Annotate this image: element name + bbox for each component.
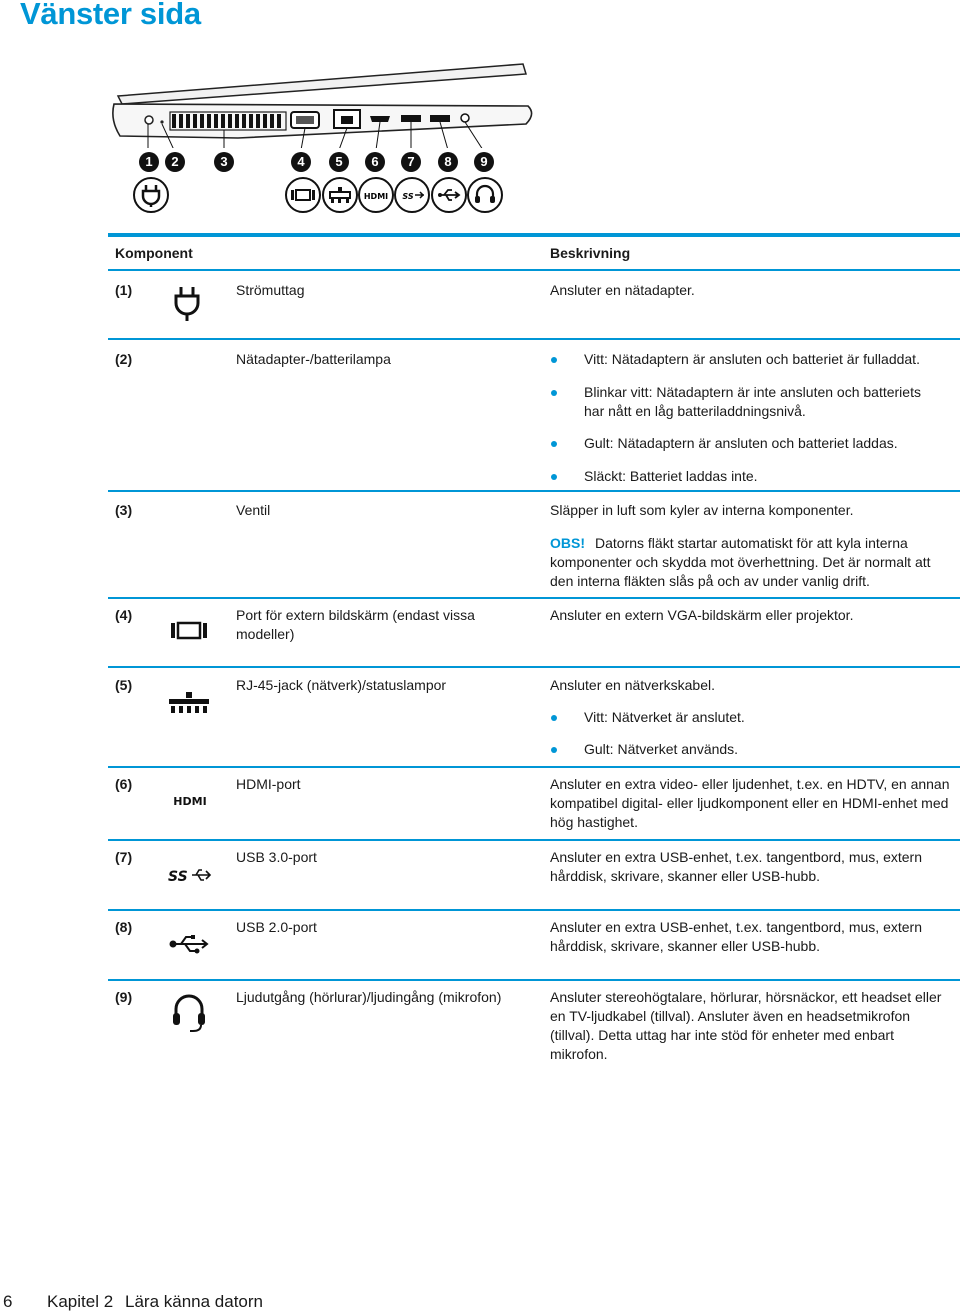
row-divider (108, 490, 960, 492)
component-description: Ansluter stereohögtalare, hörlurar, hörsnäckor, ett headset eller en TV-ljudkabel (tillval). Ansluter även en headsetmikrofon (tillval). Detta uttag har inte stöd för enheter med enbart mikrofon. (550, 989, 942, 1062)
chapter-label: Kapitel 2 (47, 1292, 114, 1311)
callout-6: 6 (365, 152, 385, 172)
usb3-icon (166, 865, 212, 885)
page-title: Vänster sida (20, 0, 201, 31)
headset-icon (467, 177, 503, 213)
power-plug-icon (133, 177, 169, 213)
row-divider (108, 666, 960, 668)
component-description: Ansluter en nätadapter. (550, 282, 695, 298)
component-description: Släpper in luft som kyler av interna komponenter. (550, 502, 854, 518)
component-name: Ljudutgång (hörlurar)/ljudingång (mikrofon) (236, 989, 502, 1005)
row-divider (108, 766, 960, 768)
component-name: USB 2.0-port (236, 919, 317, 935)
component-description: Ansluter en nätverkskabel. (550, 677, 715, 693)
callout-8: 8 (438, 152, 458, 172)
component-description: Ansluter en extern VGA-bildskärm eller projektor. (550, 607, 854, 623)
callout-4: 4 (291, 152, 311, 172)
row-number: (9) (115, 989, 133, 1005)
bullet-icon (551, 715, 557, 721)
bullet-icon (551, 390, 557, 396)
row-divider (108, 979, 960, 981)
component-description: Ansluter en extra video- eller ljudenhet, t.ex. en HDTV, en annan kompatibel digital- eller ljudkomponent eller en HDMI-enhet med hög hastighet. (550, 776, 950, 830)
row-number: (4) (115, 607, 133, 623)
row-number: (6) (115, 776, 133, 792)
laptop-left-side-illustration (108, 58, 538, 218)
svg-text:HDMI: HDMI (173, 795, 207, 808)
bullet-text: Blinkar vitt: Nätadaptern är inte ansluten och batteriets har nått en låg batteriladdningsnivå. (584, 384, 921, 419)
obs-note (550, 534, 950, 591)
bullet-icon (551, 474, 557, 480)
svg-text:SS: SS (402, 192, 414, 201)
component-name: Nätadapter-/batterilampa (236, 351, 391, 367)
component-name: HDMI-port (236, 776, 301, 792)
bullet-text: Gult: Nätadaptern är ansluten och batteriet laddas. (584, 435, 898, 451)
callout-5: 5 (329, 152, 349, 172)
row-number: (8) (115, 919, 133, 935)
network-icon (322, 177, 358, 213)
vga-icon (285, 177, 321, 213)
bullet-icon (551, 747, 557, 753)
row-number: (3) (115, 502, 133, 518)
component-name: Ventil (236, 502, 271, 518)
row-divider (108, 338, 960, 340)
page-number: 6 (3, 1292, 13, 1311)
component-name: Strömuttag (236, 282, 305, 298)
usb-icon (168, 932, 210, 956)
bullet-text: Gult: Nätverket används. (584, 741, 739, 757)
svg-text:SS: SS (168, 869, 188, 885)
bullet-text: Vitt: Nätadaptern är ansluten och batteriet är fulladdat. (584, 351, 920, 367)
component-name: RJ-45-jack (nätverk)/statuslampor (236, 677, 447, 693)
hdmi-icon (168, 794, 212, 808)
row-divider (108, 909, 960, 911)
network-icon (167, 691, 211, 715)
bullet-icon (551, 357, 557, 363)
component-description: Ansluter en extra USB-enhet, t.ex. tangentbord, mus, extern hårddisk, skrivare, skanner eller USB-hubb. (550, 849, 922, 884)
bullet-text: Släckt: Batteriet laddas inte. (584, 468, 758, 484)
obs-label: OBS! (550, 535, 585, 551)
usb3-icon (394, 177, 430, 213)
bullet-icon (551, 441, 557, 447)
chapter-title: Lära känna datorn (125, 1292, 263, 1311)
callout-2: 2 (165, 152, 185, 172)
header-component: Komponent (115, 245, 193, 261)
obs-text: Datorns fläkt startar automatiskt för att kyla interna komponenter och skydda mot överhettning. Det är normalt att den interna fläkten slås på och av under vanlig drift. (550, 535, 931, 589)
row-divider (108, 269, 960, 271)
row-divider (108, 839, 960, 841)
callout-7: 7 (401, 152, 421, 172)
component-name: USB 3.0-port (236, 849, 317, 865)
callout-1: 1 (139, 152, 159, 172)
table-top-rule (108, 233, 960, 237)
svg-text:HDMI: HDMI (363, 192, 389, 201)
vga-icon (170, 620, 208, 642)
row-number: (2) (115, 351, 133, 367)
header-description: Beskrivning (550, 245, 631, 261)
callout-9: 9 (474, 152, 494, 172)
row-number: (7) (115, 849, 133, 865)
row-divider (108, 597, 960, 599)
headset-icon (170, 993, 208, 1033)
usb-icon (431, 177, 467, 213)
bullet-text: Vitt: Nätverket är anslutet. (584, 709, 745, 725)
row-number: (5) (115, 677, 133, 693)
hdmi-icon (358, 177, 394, 213)
callout-3: 3 (214, 152, 234, 172)
laptop-side-view (108, 58, 538, 148)
component-description: Ansluter en extra USB-enhet, t.ex. tangentbord, mus, extern hårddisk, skrivare, skanner eller USB-hubb. (550, 919, 922, 954)
power-plug-icon (173, 285, 201, 323)
row-number: (1) (115, 282, 133, 298)
component-name: Port för extern bildskärm (endast vissa modeller) (236, 607, 475, 642)
